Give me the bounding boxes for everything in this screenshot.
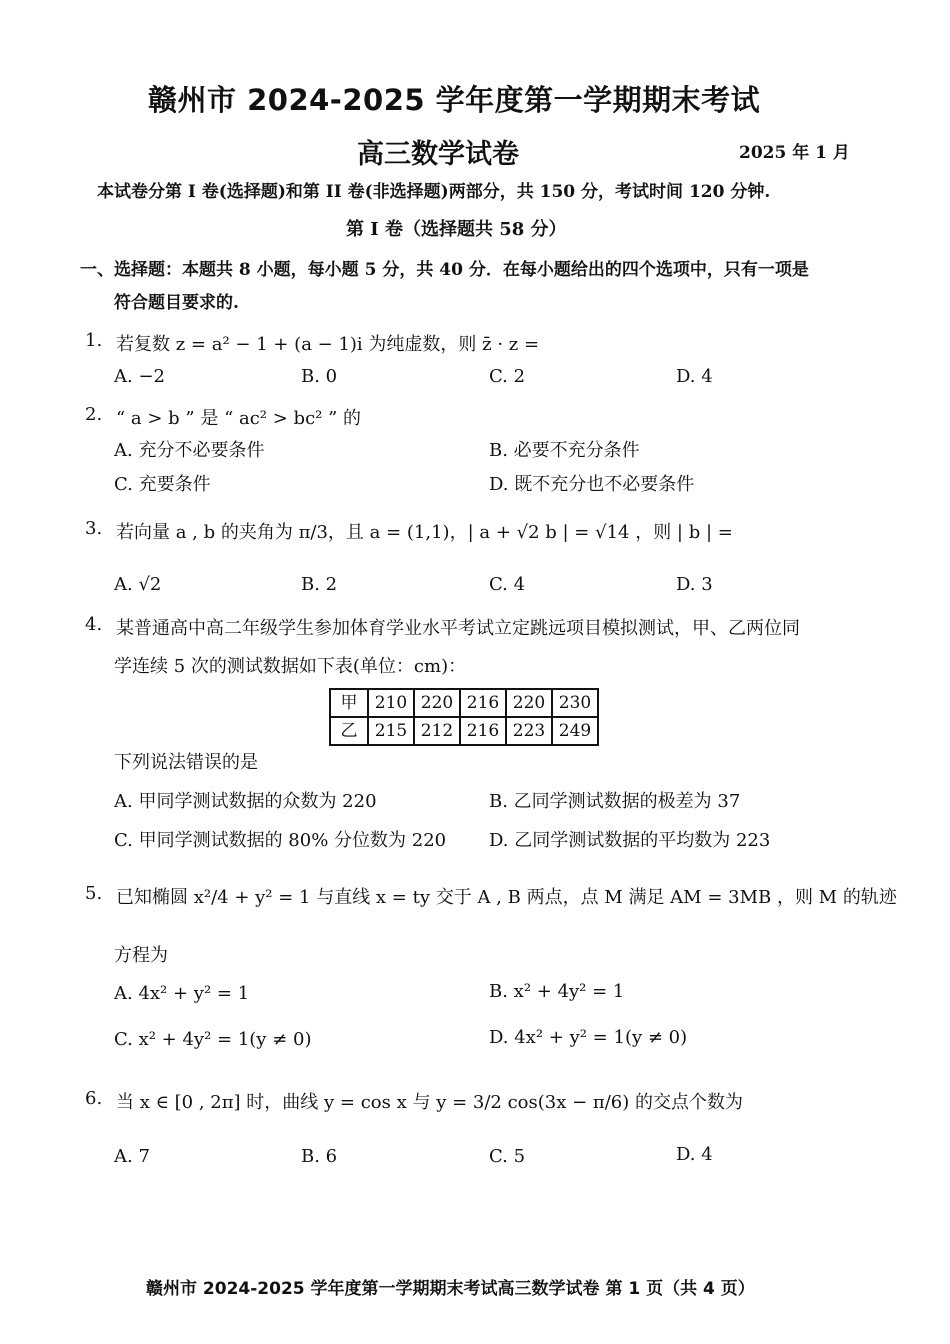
question-2-stem: “ a > b ” 是 “ ac² > bc² ” 的 (116, 408, 362, 429)
question-5-stem-cont: 方程为 (114, 945, 168, 966)
question-4-option-b: B. 乙同学测试数据的极差为 37 (489, 791, 741, 812)
question-2-option-d: D. 既不充分也不必要条件 (489, 474, 695, 495)
question-3-stem: 若向量 a , b 的夹角为 π/3，且 a = (1,1)，| a + √2 b | = √14 ，则 | b | = (116, 522, 733, 543)
question-6-number: 6. (85, 1088, 103, 1109)
table-cell: 230 (552, 689, 598, 717)
question-3-option-b: B. 2 (301, 574, 338, 595)
question-4-number: 4. (85, 614, 103, 635)
table-cell: 215 (368, 717, 414, 745)
question-5-option-b: B. x² + 4y² = 1 (489, 981, 625, 1002)
section-heading-cont: 符合题目要求的. (114, 293, 239, 313)
table-cell: 212 (414, 717, 460, 745)
question-6-option-c: C. 5 (489, 1146, 526, 1167)
question-5-option-c: C. x² + 4y² = 1(y ≠ 0) (114, 1029, 312, 1050)
exam-intro: 本试卷分第 I 卷(选择题)和第 II 卷(非选择题)两部分，共 150 分，考试时间 120 分钟. (97, 182, 771, 202)
page-footer: 赣州市 2024-2025 学年度第一学期期末考试高三数学试卷 第 1 页（共 4 页） (146, 1279, 755, 1299)
question-1-option-a: A. −2 (114, 366, 165, 387)
question-2-option-c: C. 充要条件 (114, 474, 211, 495)
table-cell: 甲 (330, 689, 368, 717)
part-title: 第 I 卷（选择题共 58 分） (346, 219, 567, 240)
exam-subtitle: 高三数学试卷 (357, 139, 519, 170)
section-heading: 一、选择题：本题共 8 小题，每小题 5 分，共 40 分．在每小题给出的四个选项中，只有一项是 (80, 260, 809, 280)
question-4-prompt: 下列说法错误的是 (114, 752, 258, 773)
question-1-option-b: B. 0 (301, 366, 338, 387)
table-cell: 210 (368, 689, 414, 717)
table-cell: 249 (552, 717, 598, 745)
exam-date: 2025 年 1 月 (739, 143, 850, 163)
table-cell: 223 (506, 717, 552, 745)
question-2-option-b: B. 必要不充分条件 (489, 440, 640, 461)
question-4-option-a: A. 甲同学测试数据的众数为 220 (114, 791, 377, 812)
table-cell: 220 (506, 689, 552, 717)
table-cell: 220 (414, 689, 460, 717)
question-5-option-d: D. 4x² + y² = 1(y ≠ 0) (489, 1027, 688, 1048)
question-1-number: 1. (85, 330, 103, 351)
question-4-option-d: D. 乙同学测试数据的平均数为 223 (489, 830, 771, 851)
exam-title: 赣州市 2024-2025 学年度第一学期期末考试 (148, 83, 761, 117)
question-5-option-a: A. 4x² + y² = 1 (114, 983, 250, 1004)
table-cell: 216 (460, 717, 506, 745)
question-6-option-b: B. 6 (301, 1146, 338, 1167)
question-5-number: 5. (85, 883, 103, 904)
question-2-option-a: A. 充分不必要条件 (114, 440, 265, 461)
table-row (330, 717, 598, 745)
question-1-option-d: D. 4 (676, 366, 713, 387)
question-3-option-a: A. √2 (114, 574, 162, 595)
question-2-number: 2. (85, 404, 103, 425)
question-4-stem: 某普通高中高二年级学生参加体育学业水平考试立定跳远项目模拟测试，甲、乙两位同 (116, 618, 800, 639)
table-cell: 乙 (330, 717, 368, 745)
question-6-option-d: D. 4 (676, 1144, 713, 1165)
question-3-option-d: D. 3 (676, 574, 713, 595)
table-cell: 216 (460, 689, 506, 717)
question-3-option-c: C. 4 (489, 574, 526, 595)
question-4-option-c: C. 甲同学测试数据的 80% 分位数为 220 (114, 830, 447, 851)
question-5-stem: 已知椭圆 x²/4 + y² = 1 与直线 x = ty 交于 A , B 两点，点 M 满足 AM = 3MB ，则 M 的轨迹 (116, 887, 897, 908)
question-1-option-c: C. 2 (489, 366, 526, 387)
question-6-option-a: A. 7 (114, 1146, 150, 1167)
score-table (329, 688, 599, 746)
table-row (330, 689, 598, 717)
question-6-stem: 当 x ∈ [0 , 2π] 时，曲线 y = cos x 与 y = 3/2 cos(3x − π/6) 的交点个数为 (116, 1092, 743, 1113)
question-1-stem: 若复数 z = a² − 1 + (a − 1)i 为纯虚数，则 z̄ · z = (116, 334, 540, 355)
question-3-number: 3. (85, 518, 103, 539)
question-4-stem-cont: 学连续 5 次的测试数据如下表(单位：cm)： (114, 656, 467, 677)
